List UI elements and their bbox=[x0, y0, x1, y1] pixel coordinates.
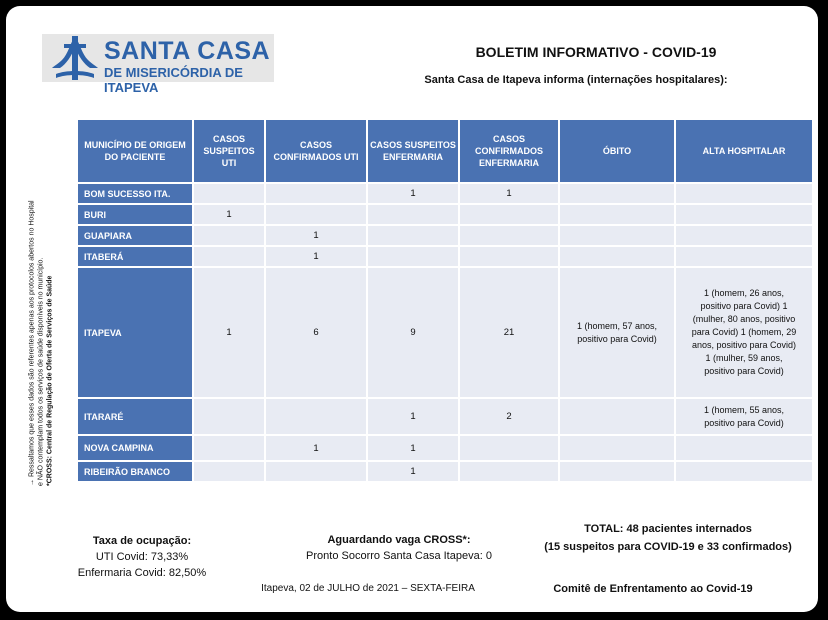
cell-suspeitos-uti bbox=[194, 184, 264, 203]
cell-alta bbox=[676, 184, 812, 203]
table-row bbox=[78, 436, 812, 460]
cell-confirmados-enfermaria bbox=[460, 436, 558, 460]
cell-municipio: BOM SUCESSO ITA. bbox=[78, 184, 192, 203]
cell-alta bbox=[676, 247, 812, 266]
table-row bbox=[78, 184, 812, 203]
cell-suspeitos-uti bbox=[194, 247, 264, 266]
cell-suspeitos-enfermaria bbox=[368, 205, 458, 224]
cell-suspeitos-enfermaria: 9 bbox=[368, 268, 458, 397]
cell-confirmados-uti: 1 bbox=[266, 226, 366, 245]
cell-confirmados-enfermaria: 1 bbox=[460, 184, 558, 203]
side-note-line1: → Ressaltamos que esses dados são referentes apenas aos protocolos abertos no Hospital bbox=[28, 200, 36, 486]
occupancy-block bbox=[52, 533, 232, 581]
table-row bbox=[78, 399, 812, 434]
cell-municipio: NOVA CAMPINA bbox=[78, 436, 192, 460]
santa-casa-logo bbox=[42, 34, 274, 95]
logo-line1: SANTA CASA bbox=[104, 37, 271, 65]
footer-committee: Comitê de Enfrentamento ao Covid-19 bbox=[553, 583, 753, 595]
cross-value: Pronto Socorro Santa Casa Itapeva: 0 bbox=[306, 550, 492, 562]
cell-suspeitos-uti bbox=[194, 399, 264, 434]
cell-municipio: ITAPEVA bbox=[78, 268, 192, 397]
footer-date: Itapeva, 02 de JULHO de 2021 – SEXTA-FEIRA bbox=[261, 583, 475, 594]
cell-suspeitos-enfermaria: 1 bbox=[368, 399, 458, 434]
logo-line2: DE MISERICÓRDIA DE ITAPEVA bbox=[104, 65, 243, 95]
cell-confirmados-enfermaria bbox=[460, 247, 558, 266]
header-suspeitos-enfermaria: CASOS SUSPEITOS ENFERMARIA bbox=[368, 120, 458, 182]
cell-confirmados-enfermaria bbox=[460, 226, 558, 245]
cell-confirmados-uti bbox=[266, 205, 366, 224]
side-note bbox=[20, 126, 62, 486]
cross-title: Aguardando vaga CROSS*: bbox=[327, 534, 471, 546]
table-row bbox=[78, 268, 812, 397]
cell-obito bbox=[560, 462, 674, 481]
cell-suspeitos-uti bbox=[194, 226, 264, 245]
cell-suspeitos-uti: 1 bbox=[194, 268, 264, 397]
total-line2: (15 suspeitos para COVID-19 e 33 confirmados) bbox=[544, 541, 792, 553]
cross-emblem-icon bbox=[50, 34, 100, 82]
table-row bbox=[78, 462, 812, 481]
page-subtitle: Santa Casa de Itapeva informa (internações hospitalares): bbox=[424, 74, 728, 86]
header-alta: ALTA HOSPITALAR bbox=[676, 120, 812, 182]
cell-confirmados-enfermaria: 2 bbox=[460, 399, 558, 434]
cell-obito bbox=[560, 226, 674, 245]
occupancy-enfermaria: Enfermaria Covid: 82,50% bbox=[77, 567, 207, 579]
cell-suspeitos-enfermaria: 1 bbox=[368, 462, 458, 481]
occupancy-title: Taxa de ocupação: bbox=[92, 535, 192, 547]
cell-suspeitos-uti: 1 bbox=[194, 205, 264, 224]
cell-confirmados-enfermaria: 21 bbox=[460, 268, 558, 397]
side-note-line2: e NÃO contemplam todos os serviços de saúde disponíveis no município. bbox=[37, 257, 45, 486]
table-row bbox=[78, 205, 812, 224]
cell-suspeitos-enfermaria: 1 bbox=[368, 436, 458, 460]
bulletin-card bbox=[6, 6, 818, 612]
header-confirmados-uti: CASOS CONFIRMADOS UTI bbox=[266, 120, 366, 182]
cell-confirmados-uti: 6 bbox=[266, 268, 366, 397]
cell-suspeitos-enfermaria bbox=[368, 226, 458, 245]
cell-obito bbox=[560, 247, 674, 266]
cell-alta bbox=[676, 205, 812, 224]
cell-alta bbox=[676, 462, 812, 481]
cell-municipio: GUAPIARA bbox=[78, 226, 192, 245]
cell-alta bbox=[676, 436, 812, 460]
side-note-line3: *CROSS: Central de Regulação de Oferta de Serviços de Saúde bbox=[46, 275, 54, 486]
cell-municipio: BURI bbox=[78, 205, 192, 224]
cell-confirmados-uti bbox=[266, 462, 366, 481]
cell-confirmados-enfermaria bbox=[460, 462, 558, 481]
cell-obito: 1 (homem, 57 anos, positivo para Covid) bbox=[560, 268, 674, 397]
cell-municipio: ITARARÉ bbox=[78, 399, 192, 434]
occupancy-uti: UTI Covid: 73,33% bbox=[95, 551, 189, 563]
table-row bbox=[78, 247, 812, 266]
total-line1: TOTAL: 48 pacientes internados bbox=[584, 523, 752, 535]
header-confirmados-enfermaria: CASOS CONFIRMADOS ENFERMARIA bbox=[460, 120, 558, 182]
table-header-row bbox=[78, 120, 812, 182]
cell-confirmados-uti bbox=[266, 184, 366, 203]
cell-alta: 1 (homem, 26 anos, positivo para Covid) 1 (mulher, 80 anos, positivo para Covid) 1 (homem, 29 anos, positivo para Covid) 1 (mulher, 59 anos, positivo para Covid) bbox=[676, 268, 812, 397]
cell-municipio: ITABERÁ bbox=[78, 247, 192, 266]
cell-suspeitos-uti bbox=[194, 462, 264, 481]
header-obito: ÓBITO bbox=[560, 120, 674, 182]
header-municipio: MUNICÍPIO DE ORIGEM DO PACIENTE bbox=[78, 120, 192, 182]
cell-obito bbox=[560, 205, 674, 224]
cell-confirmados-uti: 1 bbox=[266, 436, 366, 460]
cell-obito bbox=[560, 399, 674, 434]
table-row bbox=[78, 226, 812, 245]
cell-obito bbox=[560, 436, 674, 460]
cell-alta: 1 (homem, 55 anos, positivo para Covid) bbox=[676, 399, 812, 434]
total-block bbox=[518, 520, 818, 556]
cell-alta bbox=[676, 226, 812, 245]
cell-suspeitos-enfermaria bbox=[368, 247, 458, 266]
hospitalizations-table bbox=[76, 118, 814, 483]
cell-obito bbox=[560, 184, 674, 203]
cross-block bbox=[274, 532, 524, 564]
cell-municipio: RIBEIRÃO BRANCO bbox=[78, 462, 192, 481]
page-title: BOLETIM INFORMATIVO - COVID-19 bbox=[475, 44, 717, 60]
cell-confirmados-enfermaria bbox=[460, 205, 558, 224]
cell-suspeitos-uti bbox=[194, 436, 264, 460]
header-suspeitos-uti: CASOS SUSPEITOS UTI bbox=[194, 120, 264, 182]
cell-confirmados-uti: 1 bbox=[266, 247, 366, 266]
cell-confirmados-uti bbox=[266, 399, 366, 434]
cell-suspeitos-enfermaria: 1 bbox=[368, 184, 458, 203]
